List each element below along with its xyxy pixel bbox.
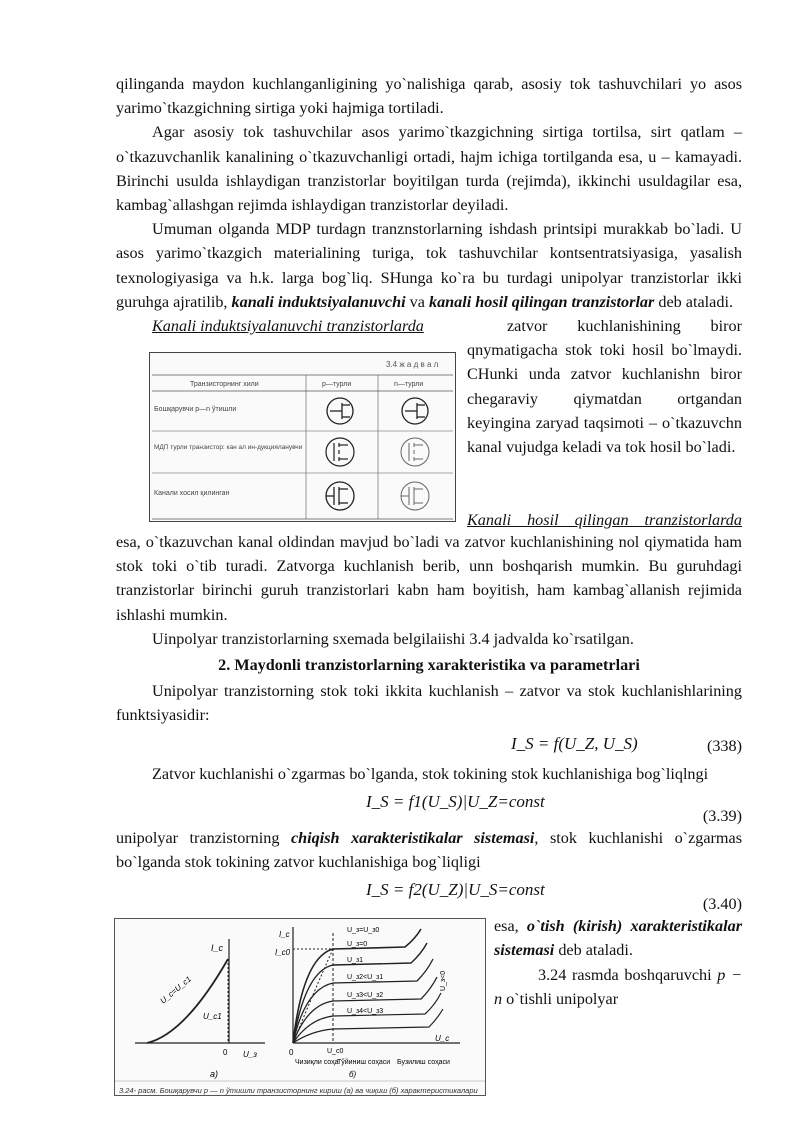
table-caption: 3.4 ж а д в а л [386,360,439,370]
section-heading: 2. Maydonli tranzistorlarning xarakteristika va parametrlari [218,656,640,675]
svg-text:a): a) [210,1069,219,1080]
underlined-term: Kanali induktsiyalanuvchi tranzistorlarda [152,317,424,336]
svg-text:U_c0: U_c0 [327,1048,344,1056]
row-label: МДП турли транзистор: кан ал ин-дукцияланувчи [154,444,303,452]
svg-text:Бузилиш соҳаси: Бузилиш соҳаси [397,1059,450,1067]
wrapped-line-p5 [116,508,742,532]
jfet-n-symbol [402,398,428,424]
text-with-graph-figure [116,914,743,1096]
paragraph-wrapped: esa, o`tish (kirish) xarakteristikalar sistemasi deb ataladi. 3.24 rasmda boshqaruvchi p − n o`tishli unipolyar [494,917,743,1008]
svg-text:U_з=0: U_з=0 [347,941,368,949]
formula-expression: I_S = f1(U_S)|U_Z=const [366,791,545,811]
text-with-table-figure [116,314,742,508]
paragraph: Unipolyar tranzistorning stok toki ikkita kuchlanish – zatvor va stok kuchlanishlarining funktsiyasidir: [116,682,742,725]
col-header: n—турли [394,381,424,389]
paragraph: unipolyar tranzistorning chiqish xarakteristikalar sistemasi, stok kuchlanishi o`zgarmas bo`lganda stok tokining zatvor kuchlanishiga bog`liqligi [116,828,743,872]
svg-text:U_з3<U_з2: U_з3<U_з2 [347,992,384,1000]
emphasis-term: chiqish xarakteristikalar sistemasi [290,828,535,847]
formula-number: (338) [706,736,742,755]
col-header: Транзисторнинг хили [190,381,259,389]
svg-text:Чизиқли соҳа: Чизиқли соҳа [295,1059,339,1067]
paragraph: Umuman olganda MDP turdagn tranznstorlarning ishdash printsipi murakkab bo`ladi. U asos yarimo`tkazgich materialining turiga, tok tashuvchilar kontsentratsiyasiga, yasalish texnologiyasiga va h.k. larga bog`liq. SHunga ko`ra bu turdagi unipolyar tranzistorlar ikki guruhga ajratilib, kanali induktsiyalanuvchi va kanali hosil qilingan tranzistorlar deb ataladi. [116,220,742,311]
svg-text:U_з: U_з [243,1050,257,1060]
graph-figure [114,918,486,1096]
svg-text:Тўйиниш соҳаси: Тўйиниш соҳаси [337,1059,391,1067]
svg-text:U_c1: U_c1 [203,1012,222,1022]
paragraph: Zatvor kuchlanishi o`zgarmas bo`lganda, stok tokining stok kuchlanishiga bog`liqlngi [152,764,709,783]
svg-text:U_з4<U_з3: U_з4<U_з3 [347,1008,384,1016]
table-figure [149,352,456,522]
svg-text:U_c=U_c1: U_c=U_c1 [158,974,194,1006]
formula-expression: I_S = f2(U_Z)|U_S=const [366,880,545,900]
svg-text:I_c0: I_c0 [275,948,291,958]
paragraph: qilinganda maydon kuchlanganligining yo`nalishiga qarab, asosiy tok tashuvchilari yo asos yarimo`tkazgichning sirtiga yoki hajmiga tortiladi. [116,75,742,118]
formula-340 [116,874,742,914]
formula-338 [116,728,742,762]
paragraph: esa, o`tkazuvchan kanal oldindan mavjud bo`ladi va zatvor kuchlanishining nol qiymatida ham stok toki o`tib turadi. Zatvorga kuchlanish berib, unn boshqarish mumkin. Bu guruhdagi tranzistorlar birinchi guruh tranzistorlari kabn ham boyitish, ham kambag`allanish rejimida ishlashi mumkin. [116,533,742,624]
document-page [116,72,743,1096]
emphasis-term: kanali induktsiyalanuvchi [231,292,406,311]
svg-text:I_c: I_c [211,943,224,954]
transistor-symbols-table [150,353,455,521]
mosfet-induced-n-symbol [401,438,429,466]
characteristics-graph [115,919,485,1095]
svg-text:0: 0 [223,1048,228,1058]
formula-expression: I_S = f(U_Z, U_S) [511,733,638,753]
formula-339 [116,786,742,826]
col-header: p—турли [322,381,352,389]
svg-text:I_c: I_c [279,930,290,940]
svg-text:U_з=U_з0: U_з=U_з0 [347,927,380,935]
svg-text:U_з1: U_з1 [347,957,364,965]
emphasis-term: o`tish (kirish) xarakteristikalar sistemasi [494,917,743,960]
row-label: Бошқарувчи p—n ўтишли [154,406,237,414]
paragraph: Uinpolyar tranzistorlarning sxemada belgilaiishi 3.4 jadvalda ko`rsatilgan. [152,629,634,648]
paragraph-wrapped: zatvor kuchlanishining biror qnymatigacha stok toki hosil bo`lmaydi. CHunki unda zatvor kuchlanishn biror chegaraviy qiymatdan ortgandan keyingina zaryad taqsimoti – o`tkazuvchn kanal vujudga keladi va tok hosil bo`ladi. [467,317,742,457]
formula-number: (3.39) [702,806,742,825]
paragraph: Agar asosiy tok tashuvchilar asos yarimo`tkazgichning sirtiga tortilsa, sirt qatlam –o`tkazuvchanlik kanalining o`tkazuvchanligi ortadi, hajm ichiga tortilganda esa, u – kamayadi. Birinchi usulda ishlaydigan tranzistorlar boyitilgan turda (rejimda), ikkinchi usuldagilar esa, kambag`allashgan rejimda ishlaydigan tranzistorlar deyiladi. [116,123,742,215]
svg-text:U_з<0: U_з<0 [440,971,447,992]
mosfet-built-in-p-symbol [326,482,354,510]
svg-text:U_c: U_c [435,1034,450,1044]
emphasis-term: kanali hosil qilingan tranzistorlar [428,292,655,311]
formula-number: (3.40) [702,895,742,914]
svg-text:0: 0 [289,1048,294,1058]
graph-caption: 3.24- расм. Бошқарувчи p — n ўтишли транзисторнинг кириш (а) ва чиқиш (б) характеристикалари [119,1086,478,1096]
mosfet-built-in-n-symbol [401,482,429,510]
mosfet-induced-p-symbol [326,438,354,466]
row-label: Канали хосил қилинган [154,490,230,498]
svg-text:б): б) [349,1070,357,1080]
jfet-p-symbol [327,398,353,424]
svg-text:U_з2<U_з1: U_з2<U_з1 [347,974,384,982]
underlined-term: Kanali hosil qilingan tranzistorlarda [467,511,742,530]
